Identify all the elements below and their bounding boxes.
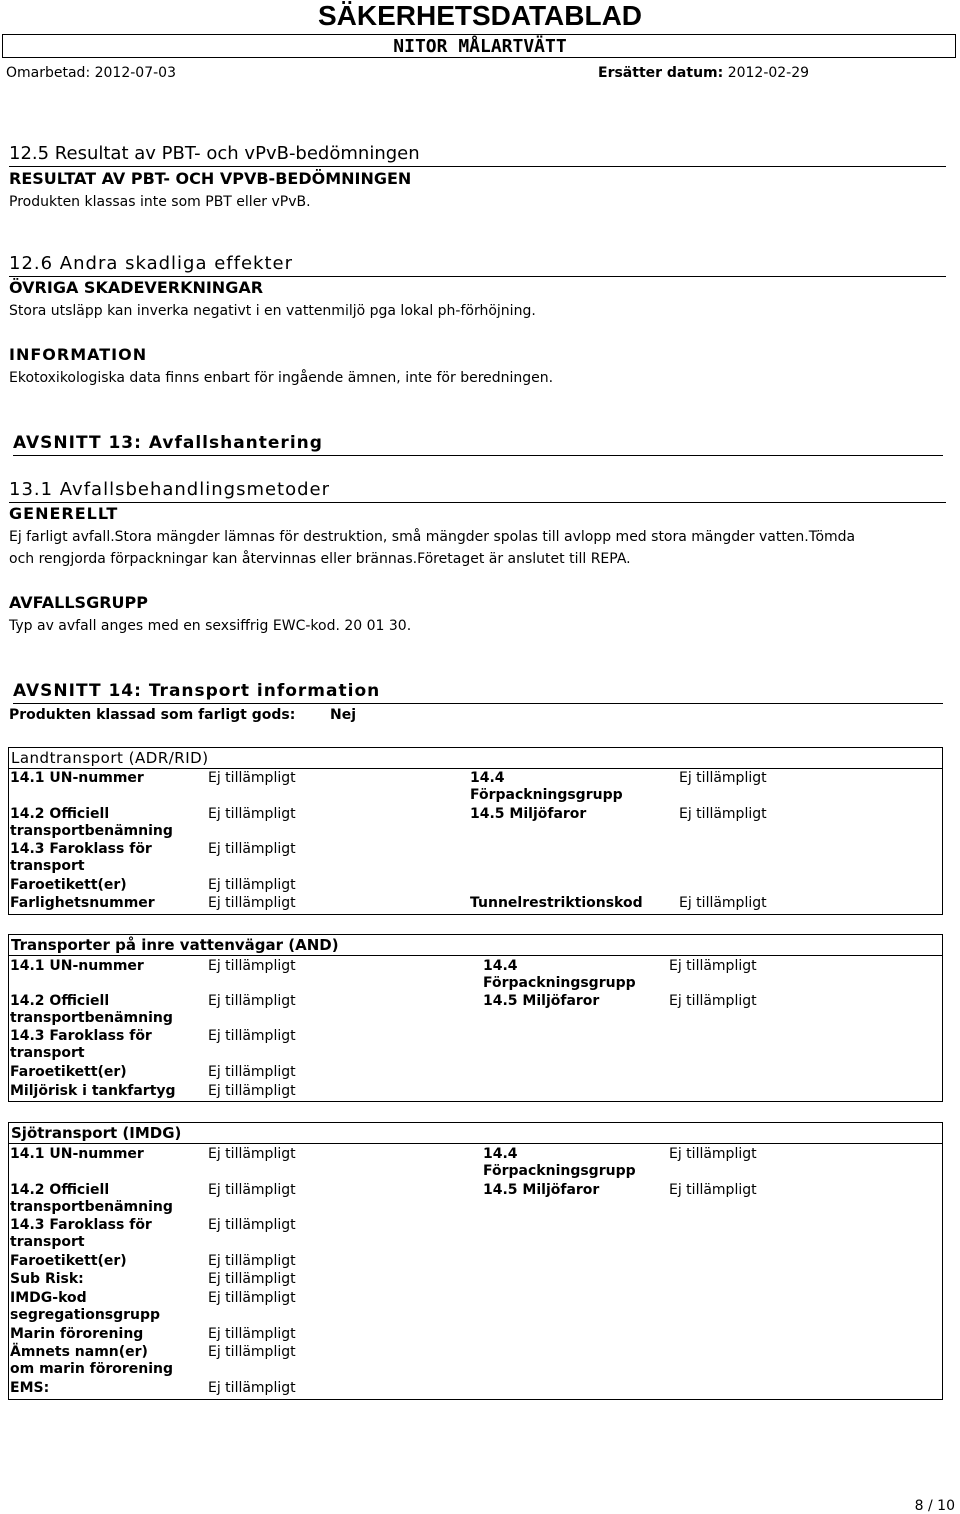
- divider: [9, 276, 946, 277]
- inland-un-label: 14.1 UN-nummer: [10, 958, 144, 974]
- road-packing-group-label-2: Förpackningsgrupp: [470, 787, 623, 803]
- inland-hazard-class-label-1: 14.3 Faroklass för: [10, 1028, 152, 1044]
- road-env-hazard-value: Ej tillämpligt: [679, 806, 767, 822]
- sea-imdg-group-label-2: segregationsgrupp: [10, 1307, 161, 1323]
- inland-waterways-title: Transporter på inre vattenvägar (AND): [11, 936, 339, 954]
- road-hazard-label-value: Ej tillämpligt: [208, 877, 296, 893]
- box-title-divider: [9, 1143, 942, 1144]
- sea-imdg-group-label-1: IMDG-kod: [10, 1290, 87, 1306]
- sea-shipping-name-label-1: 14.2 Officiell: [10, 1182, 110, 1198]
- road-un-label: 14.1 UN-nummer: [10, 770, 144, 786]
- road-env-hazard-label: 14.5 Miljöfaror: [470, 806, 587, 822]
- page-number: 8 / 10: [914, 1498, 955, 1514]
- inland-hazard-label-label: Faroetikett(er): [10, 1064, 127, 1080]
- road-packing-group-label-1: 14.4: [470, 770, 505, 786]
- sea-hazard-class-value: Ej tillämpligt: [208, 1217, 296, 1233]
- section-14-heading: AVSNITT 14: Transport information: [13, 681, 381, 701]
- dangerous-goods-label: Produkten klassad som farligt gods:: [9, 707, 296, 723]
- sea-sub-risk-label: Sub Risk:: [10, 1271, 84, 1287]
- sea-un-label: 14.1 UN-nummer: [10, 1146, 144, 1162]
- inland-packing-group-value: Ej tillämpligt: [669, 958, 757, 974]
- sea-marine-pollutant-label: Marin förorening: [10, 1326, 144, 1342]
- sea-ems-value: Ej tillämpligt: [208, 1380, 296, 1396]
- divider: [13, 455, 943, 456]
- sea-substance-names-label-2: om marin förorening: [10, 1361, 174, 1377]
- other-effects-caps-heading: ÖVRIGA SKADEVERKNINGAR: [9, 278, 264, 297]
- section-12-6-heading: 12.6 Andra skadliga effekter: [9, 253, 293, 274]
- inland-env-hazard-value: Ej tillämpligt: [669, 993, 757, 1009]
- sea-hazard-label-value: Ej tillämpligt: [208, 1253, 296, 1269]
- divider: [13, 703, 943, 704]
- section-13-1-heading: 13.1 Avfallsbehandlingsmetoder: [9, 479, 331, 500]
- road-un-value: Ej tillämpligt: [208, 770, 296, 786]
- pbt-caps-heading: RESULTAT AV PBT- OCH VPVB-BEDÖMNINGEN: [9, 169, 412, 188]
- divider: [9, 502, 946, 503]
- box-title-divider: [9, 955, 942, 956]
- sea-hazard-class-label-1: 14.3 Faroklass för: [10, 1217, 152, 1233]
- sea-env-hazard-label: 14.5 Miljöfaror: [483, 1182, 600, 1198]
- sea-packing-group-label-2: Förpackningsgrupp: [483, 1163, 636, 1179]
- sea-substance-names-label-1: Ämnets namn(er): [10, 1344, 148, 1360]
- inland-waterways-box: [8, 934, 943, 1102]
- inland-tanker-risk-value: Ej tillämpligt: [208, 1083, 296, 1099]
- information-label: INFORMATION: [9, 345, 148, 364]
- inland-hazard-class-label-2: transport: [10, 1045, 85, 1061]
- sea-transport-title: Sjötransport (IMDG): [11, 1124, 182, 1142]
- company-name: NITOR MÅLARTVÄTT: [393, 36, 567, 57]
- waste-group-text: Typ av avfall anges med en sexsiffrig EWC-kod. 20 01 30.: [9, 618, 412, 634]
- sea-imdg-group-value: Ej tillämpligt: [208, 1290, 296, 1306]
- replaces-value: 2012-02-29: [727, 65, 810, 81]
- information-text: Ekotoxikologiska data finns enbart för ingående ämnen, inte för beredningen.: [9, 370, 554, 386]
- inland-shipping-name-label-1: 14.2 Officiell: [10, 993, 110, 1009]
- sea-hazard-label-label: Faroetikett(er): [10, 1253, 127, 1269]
- inland-hazard-label-value: Ej tillämpligt: [208, 1064, 296, 1080]
- replaces-date: [598, 64, 809, 82]
- sea-sub-risk-value: Ej tillämpligt: [208, 1271, 296, 1287]
- inland-shipping-name-label-2: transportbenämning: [10, 1010, 173, 1026]
- inland-packing-group-label-2: Förpackningsgrupp: [483, 975, 636, 991]
- road-hazard-class-label-2: transport: [10, 858, 85, 874]
- road-hazard-class-label-1: 14.3 Faroklass för: [10, 841, 152, 857]
- document-title: SÄKERHETSDATABLAD: [317, 0, 643, 31]
- road-transport-box: [8, 747, 943, 915]
- sea-shipping-name-value: Ej tillämpligt: [208, 1182, 296, 1198]
- road-shipping-name-label-2: transportbenämning: [10, 823, 173, 839]
- road-packing-group-value: Ej tillämpligt: [679, 770, 767, 786]
- sea-substance-names-value: Ej tillämpligt: [208, 1344, 296, 1360]
- sea-packing-group-label-1: 14.4: [483, 1146, 518, 1162]
- sea-hazard-class-label-2: transport: [10, 1234, 85, 1250]
- road-shipping-name-value: Ej tillämpligt: [208, 806, 296, 822]
- waste-group-label: AVFALLSGRUPP: [9, 593, 148, 612]
- dangerous-goods-value: Nej: [330, 707, 357, 723]
- box-title-divider: [9, 768, 942, 769]
- section-13-heading: AVSNITT 13: Avfallshantering: [13, 433, 323, 453]
- sea-un-value: Ej tillämpligt: [208, 1146, 296, 1162]
- road-hazard-number-label: Farlighetsnummer: [10, 895, 155, 911]
- pbt-text: Produkten klassas inte som PBT eller vPvB.: [9, 194, 311, 210]
- inland-packing-group-label-1: 14.4: [483, 958, 518, 974]
- road-hazard-label-label: Faroetikett(er): [10, 877, 127, 893]
- revised-date: Omarbetad: 2012-07-03: [6, 65, 176, 81]
- inland-un-value: Ej tillämpligt: [208, 958, 296, 974]
- inland-env-hazard-label: 14.5 Miljöfaror: [483, 993, 600, 1009]
- sea-packing-group-value: Ej tillämpligt: [669, 1146, 757, 1162]
- general-text-line2: och rengjorda förpackningar kan återvinnas eller brännas.Företaget är anslutet till REPA.: [9, 551, 631, 567]
- inland-shipping-name-value: Ej tillämpligt: [208, 993, 296, 1009]
- road-tunnel-code-value: Ej tillämpligt: [679, 895, 767, 911]
- road-tunnel-code-label: Tunnelrestriktionskod: [470, 895, 643, 911]
- inland-hazard-class-value: Ej tillämpligt: [208, 1028, 296, 1044]
- sea-marine-pollutant-value: Ej tillämpligt: [208, 1326, 296, 1342]
- section-12-5-heading: 12.5 Resultat av PBT- och vPvB-bedömningen: [9, 143, 420, 164]
- sea-shipping-name-label-2: transportbenämning: [10, 1199, 173, 1215]
- divider: [9, 166, 946, 167]
- document-header: [0, 0, 960, 90]
- sea-env-hazard-value: Ej tillämpligt: [669, 1182, 757, 1198]
- inland-tanker-risk-label: Miljörisk i tankfartyg: [10, 1083, 176, 1099]
- other-effects-text: Stora utsläpp kan inverka negativt i en vattenmiljö pga lokal ph-förhöjning.: [9, 303, 536, 319]
- road-hazard-number-value: Ej tillämpligt: [208, 895, 296, 911]
- road-shipping-name-label-1: 14.2 Officiell: [10, 806, 110, 822]
- replaces-label: Ersätter datum:: [598, 65, 724, 81]
- sea-ems-label: EMS:: [10, 1380, 50, 1396]
- road-transport-title: Landtransport (ADR/RID): [11, 749, 209, 767]
- sea-transport-box: [8, 1122, 943, 1400]
- general-text-line1: Ej farligt avfall.Stora mängder lämnas för destruktion, små mängder spolas till avlopp med stora mängder vatten.Tömda: [9, 529, 856, 545]
- general-label: GENERELLT: [9, 504, 119, 523]
- road-hazard-class-value: Ej tillämpligt: [208, 841, 296, 857]
